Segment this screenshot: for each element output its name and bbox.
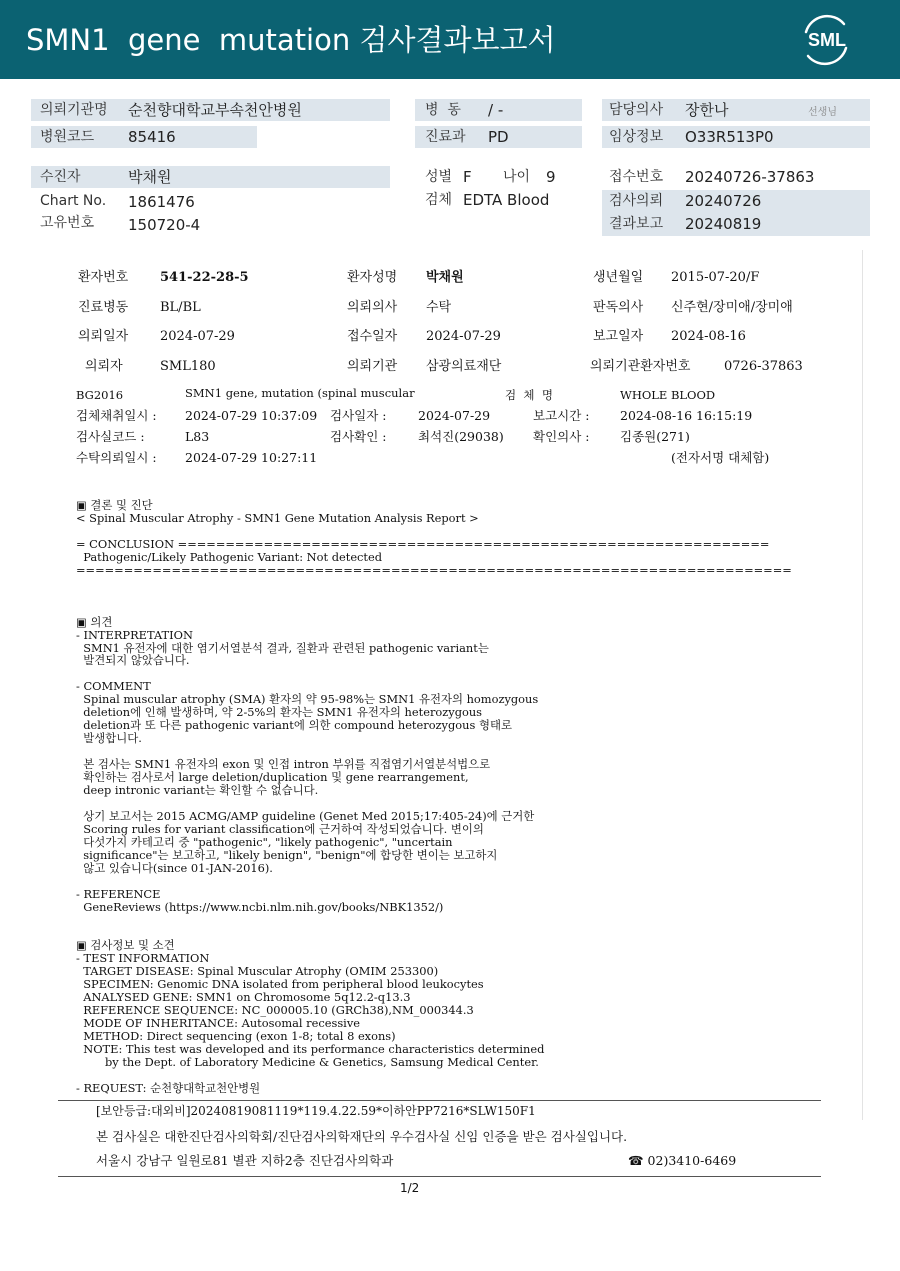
order-date-value: 2024-07-29	[160, 329, 235, 344]
footer-bottom-rule	[58, 1176, 821, 1177]
phone-line: ☎ 02)3410-6469	[628, 1153, 737, 1168]
ordering-doctor-value: 수탁	[426, 300, 452, 315]
chart-label: Chart No.	[40, 193, 107, 209]
collection-time-label: 검체채취일시 :	[76, 408, 157, 423]
report-time-label: 보고시간 :	[533, 408, 590, 423]
receipt-value: 20240726-37863	[685, 168, 815, 186]
reading-doctor-value: 신주현/장미애/장미애	[671, 300, 793, 315]
birth-label: 생년월일	[593, 270, 644, 285]
lab-code-label: 검사실코드 :	[76, 429, 145, 444]
lab-code-value: L83	[185, 429, 210, 444]
report-body-line: - REQUEST: 순천향대학교천안병원	[76, 1080, 261, 1095]
report-body-line: 발견되지 않았습니다.	[76, 653, 190, 668]
hospital-label: 의뢰기관명	[40, 102, 108, 118]
hospital-value: 순천향대학교부속천안병원	[128, 101, 302, 119]
hospital-code-label: 병원코드	[40, 129, 95, 145]
clinical-value: O33R513P0	[685, 128, 774, 146]
report-body-line: GeneReviews (https://www.ncbi.nlm.nih.gov/books/NBK1352/)	[76, 899, 444, 914]
report-body-line: < Spinal Muscular Atrophy - SMN1 Gene Mutation Analysis Report >	[76, 510, 479, 525]
report-body-line: 상기 보고서는 2015 ACMG/AMP guideline (Genet Med 2015;17:405-24)에 근거한	[76, 808, 535, 823]
patient-name-label: 환자성명	[347, 270, 398, 285]
receipt-date-label: 접수일자	[347, 329, 398, 344]
institution-patient-no-label: 의뢰기관환자번호	[590, 359, 691, 374]
dept-label: 진료과	[425, 129, 466, 145]
ward-label: 병 동	[425, 102, 461, 118]
report-body-line: by the Dept. of Laboratory Medicine & Genetics, Samsung Medical Center.	[76, 1054, 539, 1069]
ward-report-label: 진료병동	[78, 300, 129, 315]
report-body-line: ▣ 검사정보 및 소견	[76, 938, 175, 953]
report-time-value: 2024-08-16 16:15:19	[620, 408, 753, 423]
ordering-doctor-label: 의뢰의사	[347, 300, 398, 315]
ward-report-value: BL/BL	[160, 300, 201, 315]
report-body-line: - COMMENT	[76, 679, 151, 694]
report-body-line: 발생합니다.	[76, 731, 142, 746]
doctor-value: 장한나	[685, 101, 729, 119]
consign-time-label: 수탁의뢰일시 :	[76, 450, 157, 465]
report-body-line: ▣ 결론 및 진단	[76, 498, 153, 512]
report-body-line: 본 검사는 SMN1 유전자의 exon 및 인접 intron 부위를 직접염기서열분석법으로	[76, 757, 491, 771]
confirm-doctor-value: 김종원(271)	[620, 429, 690, 444]
unique-value: 150720-4	[128, 216, 201, 234]
hospital-code-value: 85416	[128, 128, 176, 146]
institution-patient-no-value: 0726-37863	[724, 359, 803, 374]
requesting-institution-label: 의뢰기관	[347, 359, 398, 374]
consign-time-value: 2024-07-29 10:27:11	[185, 450, 318, 465]
report-body-line: METHOD: Direct sequencing (exon 1-8; total 8 exons)	[76, 1028, 396, 1043]
test-confirm-value: 최석진(29038)	[418, 429, 504, 444]
report-title: SMN1 gene mutation 검사결과보고서	[26, 23, 556, 57]
report-body-line: 다섯가지 카테고리 중 "pathogenic", "likely pathogenic", "uncertain	[76, 834, 453, 849]
report-body-line: SMN1 유전자에 대한 염기서열분석 결과, 질환과 관련된 pathogenic variant는	[76, 640, 489, 655]
specimen-value: EDTA Blood	[463, 191, 550, 209]
report-body-line: TARGET DISEASE: Spinal Muscular Atrophy (OMIM 253300)	[76, 964, 439, 979]
request-date-value: 20240726	[685, 192, 762, 210]
sex-value: F	[463, 168, 472, 186]
report-body-line: deletion과 또 다른 pathogenic variant에 의한 compound heterozygous 형태로	[76, 718, 512, 733]
requesting-institution-value: 삼광의료재단	[426, 359, 502, 374]
confirm-doctor-label: 확인의사 :	[533, 429, 590, 444]
test-date-value: 2024-07-29	[418, 408, 491, 423]
collection-time-value: 2024-07-29 10:37:09	[185, 408, 318, 423]
result-date-label: 결과보고	[609, 216, 664, 232]
e-signature-note: (전자서명 대체함)	[671, 450, 770, 465]
report-body-line: significance"는 보고하고, "likely benign", "benign"에 합당한 변이는 보고하지	[76, 847, 498, 862]
report-body-line: ===========================================================================	[76, 562, 792, 577]
report-body-line: Spinal muscular atrophy (SMA) 환자의 약 95-98%는 SMN1 유전자의 homozygous	[76, 692, 539, 707]
patient-box	[31, 166, 390, 188]
page-number: 1/2	[400, 1181, 420, 1195]
reading-doctor-label: 판독의사	[593, 300, 644, 315]
report-body-line: - INTERPRETATION	[76, 627, 193, 642]
specimen-label: 검체	[425, 192, 453, 208]
result-date-value: 20240819	[685, 215, 762, 233]
test-date-label: 검사일자 :	[330, 408, 387, 423]
security-line: [보안등급:대외비]20240819081119*119.4.22.59*이하안PP7216*SLW150F1	[96, 1104, 536, 1118]
report-body-line: NOTE: This test was developed and its performance characteristics determined	[76, 1041, 545, 1056]
test-confirm-label: 검사확인 :	[330, 429, 387, 444]
test-name: SMN1 gene, mutation (spinal muscular	[185, 386, 415, 400]
receipt-date-value: 2024-07-29	[426, 329, 501, 344]
patient-name-value: 박채원	[426, 270, 464, 285]
dept-value: PD	[488, 128, 509, 146]
report-header	[0, 0, 900, 79]
ward-value: / -	[488, 101, 504, 119]
certification-line: 본 검사실은 대한진단검사의학회/진단검사의학재단의 우수검사실 신임 인증을 받은 검사실입니다.	[96, 1129, 628, 1144]
report-border-line	[862, 250, 863, 1120]
report-body-line: deep intronic variant는 확인할 수 없습니다.	[76, 782, 319, 797]
doctor-label: 담당의사	[609, 102, 664, 118]
birth-value: 2015-07-20/F	[671, 270, 760, 285]
order-date-label: 의뢰일자	[78, 329, 129, 344]
report-body-line: ▣ 의견	[76, 614, 113, 629]
unique-label: 고유번호	[40, 215, 95, 231]
report-body-line: Scoring rules for variant classification에 근거하여 작성되었습니다. 변이의	[76, 821, 484, 836]
report-body-line: 확인하는 검사로서 large deletion/duplication 및 gene rearrangement,	[76, 770, 469, 784]
age-value: 9	[546, 168, 556, 186]
specimen-name-label: 검 체 명	[505, 388, 553, 402]
report-date-label: 보고일자	[593, 329, 644, 344]
patient-no-value: 541-22-28-5	[160, 270, 249, 285]
patient-label: 수진자	[40, 169, 81, 185]
doctor-suffix: 선생님	[808, 107, 837, 118]
report-body-line: = CONCLUSION ==============================================================	[76, 536, 770, 551]
report-date-value: 2024-08-16	[671, 329, 746, 344]
request-date-label: 검사의뢰	[609, 193, 664, 209]
chart-value: 1861476	[128, 193, 195, 211]
age-label: 나이	[503, 169, 531, 185]
report-body-line: deletion에 인해 발생하며, 약 2-5%의 환자는 SMN1 유전자의 heterozygous	[76, 705, 483, 720]
sex-label: 성별	[425, 169, 453, 185]
clinical-label: 임상정보	[609, 129, 664, 145]
specimen-name-value: WHOLE BLOOD	[620, 388, 716, 402]
patient-no-label: 환자번호	[78, 270, 129, 285]
report-body-line: SPECIMEN: Genomic DNA isolated from peripheral blood leukocytes	[76, 977, 484, 992]
logo-text: SML	[808, 30, 846, 50]
test-code: BG2016	[76, 388, 124, 402]
report-body-line: ANALYSED GENE: SMN1 on Chromosome 5q12.2-q13.3	[76, 990, 411, 1005]
receipt-label: 접수번호	[609, 169, 664, 185]
report-body-line: REFERENCE SEQUENCE: NC_000005.10 (GRCh38),NM_000344.3	[76, 1003, 474, 1017]
patient-value: 박채원	[128, 168, 172, 186]
report-body-line: MODE OF INHERITANCE: Autosomal recessive	[76, 1016, 360, 1030]
address-line: 서울시 강남구 일원로81 별관 지하2층 진단검사의학과	[96, 1153, 394, 1168]
report-body-line: Pathogenic/Likely Pathogenic Variant: Not detected	[76, 549, 383, 564]
report-body-line: - TEST INFORMATION	[76, 951, 210, 966]
report-body-line: - REFERENCE	[76, 886, 161, 901]
report-body-line: 않고 있습니다(since 01-JAN-2016).	[76, 860, 273, 875]
footer-top-rule	[58, 1100, 821, 1101]
requester-value: SML180	[160, 359, 216, 374]
requester-label: 의뢰자	[85, 359, 123, 374]
